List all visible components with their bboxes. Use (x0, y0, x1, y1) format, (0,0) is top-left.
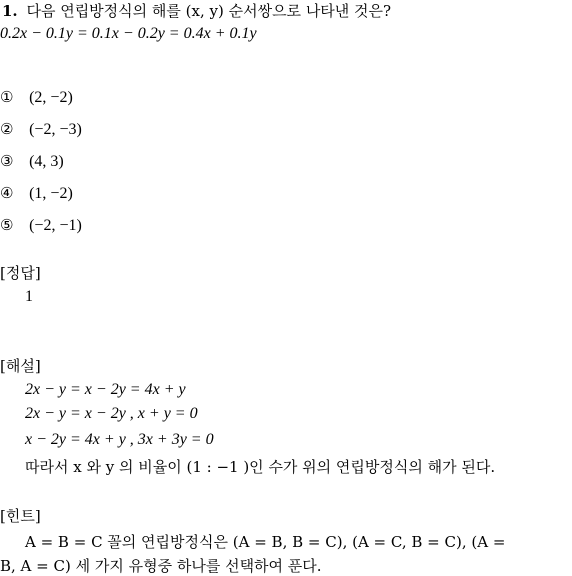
explanation-line: 2x − y = x − 2y = 4x + y (25, 381, 186, 398)
choice-4-text: (1, −2) (29, 185, 73, 202)
answer-heading: [정답] (0, 264, 41, 282)
choice-2-marker: ② (0, 120, 14, 138)
explanation-line: 2x − y = x − 2y , x + y = 0 (25, 405, 198, 422)
choice-2-text: (−2, −3) (29, 121, 82, 138)
question-equation: 0.2x − 0.1y = 0.1x − 0.2y = 0.4x + 0.1y (0, 25, 257, 42)
choice-3-marker: ③ (0, 152, 14, 170)
choice-2[interactable] (0, 119, 82, 139)
hint-line-1: A = B = C 꼴의 연립방정식은 (A = B, B = C), (A = C, B = C), (A = (25, 533, 506, 551)
choice-5[interactable] (0, 215, 82, 235)
explanation-line: x − 2y = 4x + y , 3x + 3y = 0 (25, 431, 214, 448)
choice-1-text: (2, −2) (29, 89, 73, 106)
choice-4-marker: ④ (0, 184, 14, 202)
choice-3-text: (4, 3) (29, 153, 64, 170)
choice-3[interactable] (0, 151, 64, 171)
explanation-heading: [해설] (0, 357, 41, 375)
hint-line-2: B, A = C) 세 가지 유형중 하나를 선택하여 푼다. (0, 557, 322, 575)
choice-1[interactable] (0, 87, 73, 107)
question-header (2, 0, 391, 21)
question-prompt: 다음 연립방정식의 해를 (x, y) 순서쌍으로 나타낸 것은? (26, 2, 392, 20)
choice-1-marker: ① (0, 88, 14, 106)
hint-heading: [힌트] (0, 507, 41, 525)
question-number: 1. (2, 2, 18, 20)
choice-4[interactable] (0, 183, 73, 203)
explanation-line: 따라서 x 와 y 의 비율이 (1 : −1 )인 수가 위의 연립방정식의 해가 된다. (25, 458, 496, 476)
choice-5-text: (−2, −1) (29, 217, 82, 234)
answer-value: 1 (25, 288, 33, 305)
choice-5-marker: ⑤ (0, 216, 14, 234)
